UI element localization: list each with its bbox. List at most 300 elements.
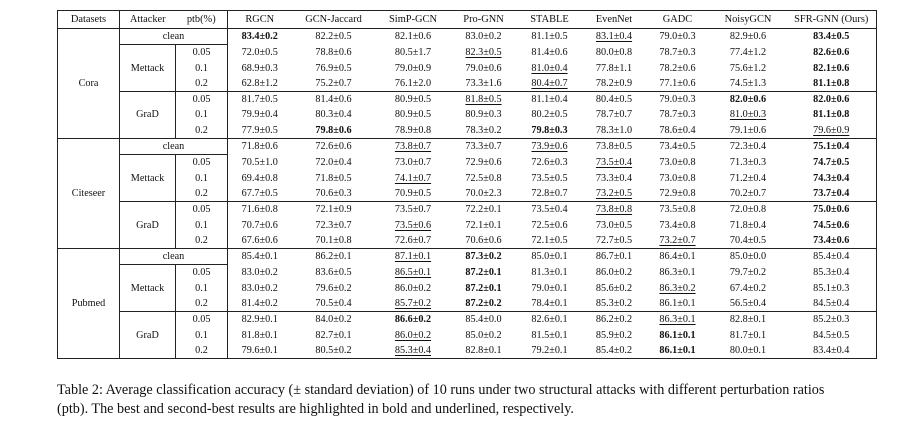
table-cell bbox=[646, 281, 710, 296]
column-header: GCN-Jaccard bbox=[292, 11, 376, 29]
table-cell: 79.9±0.4 bbox=[241, 109, 278, 121]
table-row bbox=[58, 155, 877, 171]
table-cell: 70.9±0.5 bbox=[394, 187, 432, 199]
table-cell bbox=[646, 328, 710, 343]
second-best-value: 80.4±0.7 bbox=[531, 77, 568, 89]
column-header: NoisyGCN bbox=[710, 11, 787, 29]
table-cell bbox=[451, 296, 517, 312]
table-cell: 75.2±0.7 bbox=[315, 77, 352, 89]
column-header: Attacker bbox=[120, 11, 176, 29]
table-cell: 85.2±0.3 bbox=[787, 312, 877, 328]
table-cell: 77.9±0.5 bbox=[228, 123, 292, 139]
table-cell: 71.3±0.3 bbox=[729, 157, 767, 169]
table-cell bbox=[376, 265, 451, 281]
second-best-value: 86.5±0.1 bbox=[394, 267, 432, 279]
table-cell: 78.2±0.6 bbox=[659, 62, 696, 74]
ptb-value: 0.05 bbox=[176, 45, 228, 61]
table-cell: 72.0±0.4 bbox=[315, 157, 352, 169]
table-cell: 62.8±1.2 bbox=[241, 77, 278, 89]
table-cell: 85.4±0.1 bbox=[241, 251, 278, 263]
table-cell: 56.5±0.4 bbox=[729, 298, 767, 310]
table-cell: 72.9±0.8 bbox=[659, 187, 696, 199]
table-cell: 83.0±0.2 bbox=[241, 282, 278, 294]
table-cell bbox=[292, 123, 376, 139]
table-cell: 83.0±0.2 bbox=[241, 267, 278, 279]
table-cell: 82.9±0.6 bbox=[729, 31, 767, 43]
table-cell: 73.5±0.8 bbox=[646, 202, 710, 218]
table-cell: 79.2±0.1 bbox=[531, 344, 568, 356]
ptb-value: 0.1 bbox=[176, 107, 228, 122]
table-cell: 85.0±0.0 bbox=[729, 251, 767, 263]
table-cell bbox=[228, 29, 292, 45]
table-cell: 82.9±0.1 bbox=[228, 312, 292, 328]
second-best-value: 79.6±0.9 bbox=[813, 124, 850, 136]
table-cell: 70.2±0.7 bbox=[729, 187, 767, 199]
second-best-value: 73.8±0.8 bbox=[595, 204, 633, 216]
table-cell: 79.0±0.3 bbox=[659, 31, 696, 43]
table-cell: 82.6±0.1 bbox=[517, 312, 583, 328]
table-row bbox=[58, 45, 877, 61]
table-cell: 83.0±0.2 bbox=[465, 31, 502, 43]
table-row bbox=[58, 218, 877, 233]
second-best-value: 83.1±0.4 bbox=[595, 31, 633, 43]
table-cell: 81.7±0.1 bbox=[729, 329, 767, 341]
table-cell: 78.2±0.9 bbox=[595, 77, 633, 89]
dataset-label: Citeseer bbox=[58, 139, 120, 249]
table-cell bbox=[376, 328, 451, 343]
table-cell: 79.1±0.6 bbox=[710, 123, 787, 139]
table-cell: 81.4±0.6 bbox=[292, 92, 376, 108]
table-cell: 80.9±0.5 bbox=[376, 92, 451, 108]
table-cell: 85.1±0.3 bbox=[813, 282, 850, 294]
table-cell: 72.3±0.7 bbox=[315, 219, 352, 231]
table-cell: 85.6±0.2 bbox=[595, 282, 633, 294]
table-cell: 73.3±1.6 bbox=[465, 77, 502, 89]
dataset-label: Cora bbox=[58, 29, 120, 139]
table-cell: 78.3±0.2 bbox=[451, 123, 517, 139]
table-cell bbox=[451, 45, 517, 61]
column-header: Pro-GNN bbox=[451, 11, 517, 29]
ptb-value: 0.05 bbox=[176, 312, 228, 328]
table-cell: 81.4±0.6 bbox=[531, 47, 568, 59]
table-cell: 77.1±0.6 bbox=[659, 77, 696, 89]
ptb-value: 0.1 bbox=[176, 281, 228, 296]
table-cell bbox=[583, 155, 646, 171]
table-cell: 86.0±0.2 bbox=[394, 282, 432, 294]
dataset-label: Pubmed bbox=[58, 249, 120, 359]
table-cell: 70.0±2.3 bbox=[465, 187, 502, 199]
table-row bbox=[58, 186, 877, 202]
table-cell: 67.7±0.5 bbox=[241, 187, 278, 199]
table-cell bbox=[583, 202, 646, 218]
second-best-value: 73.5±0.6 bbox=[394, 219, 432, 231]
table-cell: 85.4±0.4 bbox=[813, 251, 850, 263]
ptb-value: 0.05 bbox=[176, 155, 228, 171]
table-cell: 86.2±0.2 bbox=[583, 312, 646, 328]
table-cell bbox=[787, 202, 877, 218]
table-cell: 73.4±0.5 bbox=[659, 141, 696, 153]
clean-label: clean bbox=[120, 139, 228, 155]
table-cell: 80.3±0.4 bbox=[315, 109, 352, 121]
table-body bbox=[58, 29, 877, 359]
table-cell: 70.5±1.0 bbox=[241, 157, 278, 169]
table-cell: 84.5±0.5 bbox=[813, 329, 850, 341]
best-value: 74.3±0.4 bbox=[813, 172, 850, 184]
second-best-value: 73.5±0.4 bbox=[595, 157, 633, 169]
table-cell: 73.0±0.8 bbox=[659, 172, 696, 184]
table-cell: 81.5±0.1 bbox=[531, 329, 568, 341]
table-row bbox=[58, 139, 877, 155]
table-cell: 70.1±0.8 bbox=[292, 233, 376, 249]
table-row bbox=[58, 312, 877, 328]
table-cell: 70.6±0.6 bbox=[451, 233, 517, 249]
table-cell bbox=[787, 139, 877, 155]
table-cell: 82.8±0.1 bbox=[710, 312, 787, 328]
table-cell: 79.0±0.6 bbox=[465, 62, 502, 74]
best-value: 82.1±0.6 bbox=[813, 62, 850, 74]
best-value: 79.8±0.3 bbox=[531, 124, 568, 136]
table-row bbox=[58, 76, 877, 92]
table-cell: 84.0±0.2 bbox=[292, 312, 376, 328]
table-caption: Table 2: Average classification accuracy (± standard deviation) of 10 runs under two structural attacks with different perturbation ratios (ptb). The best and second-best results are highlighted in bold and underlined, respectively. bbox=[57, 382, 825, 417]
best-value: 87.2±0.1 bbox=[465, 267, 502, 279]
best-value: 74.7±0.5 bbox=[813, 157, 850, 169]
table-cell: 67.6±0.6 bbox=[228, 233, 292, 249]
best-value: 87.3±0.2 bbox=[465, 251, 502, 263]
table-cell: 73.3±0.7 bbox=[465, 141, 502, 153]
table-cell: 73.4±0.8 bbox=[659, 219, 696, 231]
table-cell: 71.2±0.4 bbox=[729, 172, 767, 184]
table-cell: 72.1±0.1 bbox=[465, 219, 502, 231]
table-cell: 72.8±0.7 bbox=[531, 187, 568, 199]
table-cell: 80.2±0.5 bbox=[531, 109, 568, 121]
table-cell: 80.9±0.3 bbox=[465, 109, 502, 121]
table-cell: 73.0±0.5 bbox=[595, 219, 633, 231]
table-cell: 82.2±0.5 bbox=[315, 31, 352, 43]
second-best-value: 85.3±0.4 bbox=[394, 344, 432, 356]
attacker-label: GraD bbox=[120, 312, 176, 359]
best-value: 73.7±0.4 bbox=[813, 187, 850, 199]
table-cell: 78.7±0.7 bbox=[595, 109, 633, 121]
best-value: 75.1±0.4 bbox=[813, 141, 850, 153]
second-best-value: 86.3±0.2 bbox=[659, 282, 696, 294]
table-cell: 71.8±0.5 bbox=[315, 172, 352, 184]
table-cell: 78.3±1.0 bbox=[583, 123, 646, 139]
table-row bbox=[58, 202, 877, 218]
ptb-value: 0.2 bbox=[176, 186, 228, 202]
ptb-value: 0.2 bbox=[176, 123, 228, 139]
table-row bbox=[58, 343, 877, 359]
best-value: 86.1±0.1 bbox=[659, 329, 696, 341]
table-header-row bbox=[58, 11, 877, 29]
clean-label: clean bbox=[120, 249, 228, 265]
ptb-value: 0.1 bbox=[176, 171, 228, 186]
ptb-value: 0.1 bbox=[176, 61, 228, 76]
table-cell: 73.8±0.5 bbox=[595, 141, 633, 153]
best-value: 82.6±0.6 bbox=[813, 47, 850, 59]
table-cell: 82.8±0.1 bbox=[465, 344, 502, 356]
table-cell bbox=[646, 233, 710, 249]
table-cell: 72.6±0.3 bbox=[531, 157, 568, 169]
table-cell bbox=[583, 29, 646, 45]
second-best-value: 86.0±0.2 bbox=[394, 329, 432, 341]
second-best-value: 73.8±0.7 bbox=[394, 141, 432, 153]
ptb-value: 0.05 bbox=[176, 265, 228, 281]
table-cell bbox=[787, 61, 877, 76]
table-cell: 77.8±1.1 bbox=[595, 62, 633, 74]
table-cell: 78.7±0.3 bbox=[659, 109, 696, 121]
column-header: ptb(%) bbox=[176, 11, 228, 29]
table-cell bbox=[583, 186, 646, 202]
table-cell bbox=[787, 92, 877, 108]
table-cell: 86.4±0.1 bbox=[659, 251, 696, 263]
table-cell: 79.0±0.3 bbox=[646, 92, 710, 108]
table-cell: 73.5±0.7 bbox=[376, 202, 451, 218]
table-cell bbox=[787, 186, 877, 202]
table-cell: 85.4±0.0 bbox=[451, 312, 517, 328]
table-cell: 72.3±0.4 bbox=[729, 141, 767, 153]
best-value: 79.8±0.6 bbox=[315, 124, 352, 136]
attacker-label: GraD bbox=[120, 202, 176, 249]
best-value: 87.2±0.1 bbox=[465, 282, 502, 294]
best-value: 83.4±0.2 bbox=[241, 31, 278, 43]
table-cell bbox=[451, 92, 517, 108]
table-cell: 73.5±0.4 bbox=[517, 202, 583, 218]
table-cell: 78.6±0.4 bbox=[646, 123, 710, 139]
best-value: 81.1±0.8 bbox=[813, 109, 850, 121]
table-cell: 72.1±0.9 bbox=[292, 202, 376, 218]
best-value: 73.4±0.6 bbox=[813, 234, 850, 246]
second-best-value: 82.3±0.5 bbox=[465, 47, 502, 59]
table-cell: 72.2±0.1 bbox=[451, 202, 517, 218]
table-cell: 79.6±0.1 bbox=[241, 344, 278, 356]
table-cell bbox=[376, 139, 451, 155]
table-cell: 84.5±0.4 bbox=[813, 298, 850, 310]
ptb-value: 0.1 bbox=[176, 328, 228, 343]
best-value: 75.0±0.6 bbox=[813, 204, 850, 216]
table-cell: 79.0±0.1 bbox=[531, 282, 568, 294]
best-value: 83.4±0.5 bbox=[813, 31, 850, 43]
table-cell: 78.9±0.8 bbox=[376, 123, 451, 139]
table-cell bbox=[787, 171, 877, 186]
table-cell: 72.0±0.8 bbox=[710, 202, 787, 218]
table-cell: 70.6±0.3 bbox=[315, 187, 352, 199]
table-cell: 69.4±0.8 bbox=[241, 172, 278, 184]
table-cell bbox=[710, 92, 787, 108]
table-cell: 80.0±0.1 bbox=[729, 344, 767, 356]
table-cell bbox=[517, 139, 583, 155]
second-best-value: 73.9±0.6 bbox=[531, 141, 568, 153]
table-cell bbox=[517, 61, 583, 76]
ptb-value: 0.1 bbox=[176, 218, 228, 233]
table-cell: 78.8±0.6 bbox=[315, 47, 352, 59]
table-cell: 86.1±0.1 bbox=[659, 298, 696, 310]
table-cell: 85.0±0.1 bbox=[531, 251, 568, 263]
table-cell: 86.3±0.1 bbox=[659, 267, 696, 279]
second-best-value: 73.2±0.7 bbox=[659, 234, 696, 246]
table-cell: 72.1±0.5 bbox=[517, 233, 583, 249]
table-cell: 86.7±0.1 bbox=[595, 251, 633, 263]
best-value: 82.0±0.6 bbox=[813, 94, 850, 106]
table-cell: 82.1±0.6 bbox=[394, 31, 432, 43]
table-cell: 85.4±0.2 bbox=[595, 344, 633, 356]
table-cell: 73.3±0.4 bbox=[595, 172, 633, 184]
second-best-value: 74.1±0.7 bbox=[394, 172, 432, 184]
table-cell: 72.7±0.5 bbox=[583, 233, 646, 249]
table-cell: 78.7±0.3 bbox=[659, 47, 696, 59]
table-cell: 79.7±0.2 bbox=[729, 267, 767, 279]
table-cell: 71.8±0.4 bbox=[729, 219, 767, 231]
second-best-value: 81.0±0.3 bbox=[729, 109, 767, 121]
attacker-label: Mettack bbox=[120, 45, 176, 92]
table-row bbox=[58, 233, 877, 249]
table-row bbox=[58, 281, 877, 296]
table-cell: 85.9±0.2 bbox=[595, 329, 633, 341]
table-cell: 72.9±0.6 bbox=[465, 157, 502, 169]
table-cell: 80.5±0.2 bbox=[315, 344, 352, 356]
best-value: 87.2±0.2 bbox=[465, 298, 502, 310]
ptb-value: 0.2 bbox=[176, 296, 228, 312]
column-header: GADC bbox=[646, 11, 710, 29]
best-value: 74.5±0.6 bbox=[813, 219, 850, 231]
table-cell: 81.7±0.5 bbox=[228, 92, 292, 108]
column-header: RGCN bbox=[228, 11, 292, 29]
attacker-label: Mettack bbox=[120, 155, 176, 202]
table-row bbox=[58, 249, 877, 265]
table-cell bbox=[451, 249, 517, 265]
table-row bbox=[58, 328, 877, 343]
ptb-value: 0.2 bbox=[176, 343, 228, 359]
results-table bbox=[57, 10, 877, 359]
table-row bbox=[58, 171, 877, 186]
table-cell: 85.3±0.2 bbox=[595, 298, 633, 310]
second-best-value: 73.2±0.5 bbox=[595, 187, 633, 199]
table-cell: 80.0±0.8 bbox=[595, 47, 633, 59]
best-value: 86.6±0.2 bbox=[394, 314, 432, 326]
table-cell bbox=[787, 233, 877, 249]
ptb-value: 0.2 bbox=[176, 76, 228, 92]
table-cell: 83.4±0.4 bbox=[813, 344, 850, 356]
results-table-wrapper bbox=[57, 10, 869, 359]
table-cell: 81.1±0.5 bbox=[531, 31, 568, 43]
table-cell: 70.4±0.5 bbox=[710, 233, 787, 249]
column-header: EvenNet bbox=[583, 11, 646, 29]
table-cell bbox=[787, 155, 877, 171]
table-cell: 73.5±0.5 bbox=[531, 172, 568, 184]
column-header: Datasets bbox=[58, 11, 120, 29]
table-cell: 70.5±0.4 bbox=[315, 298, 352, 310]
table-cell: 71.8±0.6 bbox=[241, 141, 278, 153]
table-cell: 82.7±0.1 bbox=[315, 329, 352, 341]
table-cell: 72.6±0.7 bbox=[376, 233, 451, 249]
table-cell: 70.7±0.6 bbox=[241, 219, 278, 231]
table-cell bbox=[451, 281, 517, 296]
table-cell: 73.0±0.8 bbox=[659, 157, 696, 169]
table-cell: 81.3±0.1 bbox=[531, 267, 568, 279]
table-row bbox=[58, 61, 877, 76]
table-cell: 71.6±0.8 bbox=[228, 202, 292, 218]
table-cell bbox=[376, 312, 451, 328]
best-value: 81.1±0.8 bbox=[813, 77, 850, 89]
second-best-value: 81.0±0.4 bbox=[531, 62, 568, 74]
table-cell: 72.6±0.6 bbox=[315, 141, 352, 153]
table-cell: 73.0±0.7 bbox=[394, 157, 432, 169]
table-cell: 76.9±0.5 bbox=[315, 62, 352, 74]
table-cell bbox=[787, 76, 877, 92]
table-cell bbox=[787, 218, 877, 233]
table-cell: 86.0±0.2 bbox=[595, 267, 633, 279]
column-header: SimP-GCN bbox=[376, 11, 451, 29]
table-cell: 77.4±1.2 bbox=[729, 47, 767, 59]
table-cell bbox=[376, 343, 451, 359]
table-cell: 67.4±0.2 bbox=[729, 282, 767, 294]
table-cell: 79.6±0.2 bbox=[315, 282, 352, 294]
table-cell: 80.9±0.5 bbox=[394, 109, 432, 121]
table-cell: 76.1±2.0 bbox=[394, 77, 432, 89]
table-row bbox=[58, 296, 877, 312]
table-row bbox=[58, 107, 877, 122]
table-cell: 75.6±1.2 bbox=[729, 62, 767, 74]
table-cell: 86.2±0.1 bbox=[315, 251, 352, 263]
table-cell bbox=[710, 107, 787, 122]
table-cell bbox=[376, 218, 451, 233]
table-cell: 83.6±0.5 bbox=[315, 267, 352, 279]
ptb-value: 0.05 bbox=[176, 202, 228, 218]
table-cell bbox=[376, 296, 451, 312]
table-cell bbox=[787, 45, 877, 61]
table-cell bbox=[646, 343, 710, 359]
second-best-value: 87.1±0.1 bbox=[394, 251, 432, 263]
column-header: SFR-GNN (Ours) bbox=[787, 11, 877, 29]
table-cell bbox=[376, 249, 451, 265]
table-cell: 72.5±0.6 bbox=[531, 219, 568, 231]
ptb-value: 0.2 bbox=[176, 233, 228, 249]
table-cell: 68.9±0.3 bbox=[241, 62, 278, 74]
table-cell: 78.4±0.1 bbox=[531, 298, 568, 310]
table-cell: 72.5±0.8 bbox=[465, 172, 502, 184]
best-value: 82.0±0.6 bbox=[729, 94, 767, 106]
attacker-label: GraD bbox=[120, 92, 176, 139]
table-cell: 80.5±1.7 bbox=[394, 47, 432, 59]
second-best-value: 86.3±0.1 bbox=[659, 314, 696, 326]
clean-label: clean bbox=[120, 29, 228, 45]
table-cell: 80.4±0.5 bbox=[583, 92, 646, 108]
table-cell: 74.5±1.3 bbox=[729, 77, 767, 89]
table-cell: 81.8±0.1 bbox=[241, 329, 278, 341]
table-cell bbox=[787, 107, 877, 122]
table-cell bbox=[787, 123, 877, 139]
best-value: 86.1±0.1 bbox=[659, 344, 696, 356]
table-cell: 79.0±0.9 bbox=[394, 62, 432, 74]
table-cell bbox=[451, 265, 517, 281]
table-cell bbox=[646, 312, 710, 328]
table-cell: 81.1±0.4 bbox=[517, 92, 583, 108]
table-cell bbox=[787, 29, 877, 45]
table-cell: 81.4±0.2 bbox=[241, 298, 278, 310]
table-cell bbox=[376, 171, 451, 186]
table-cell: 85.3±0.4 bbox=[813, 267, 850, 279]
second-best-value: 81.8±0.5 bbox=[465, 94, 502, 106]
table-row bbox=[58, 29, 877, 45]
attacker-label: Mettack bbox=[120, 265, 176, 312]
table-row bbox=[58, 123, 877, 139]
table-cell bbox=[517, 76, 583, 92]
table-row bbox=[58, 92, 877, 108]
table-row bbox=[58, 265, 877, 281]
table-cell: 72.0±0.5 bbox=[241, 47, 278, 59]
ptb-value: 0.05 bbox=[176, 92, 228, 108]
table-cell bbox=[517, 123, 583, 139]
